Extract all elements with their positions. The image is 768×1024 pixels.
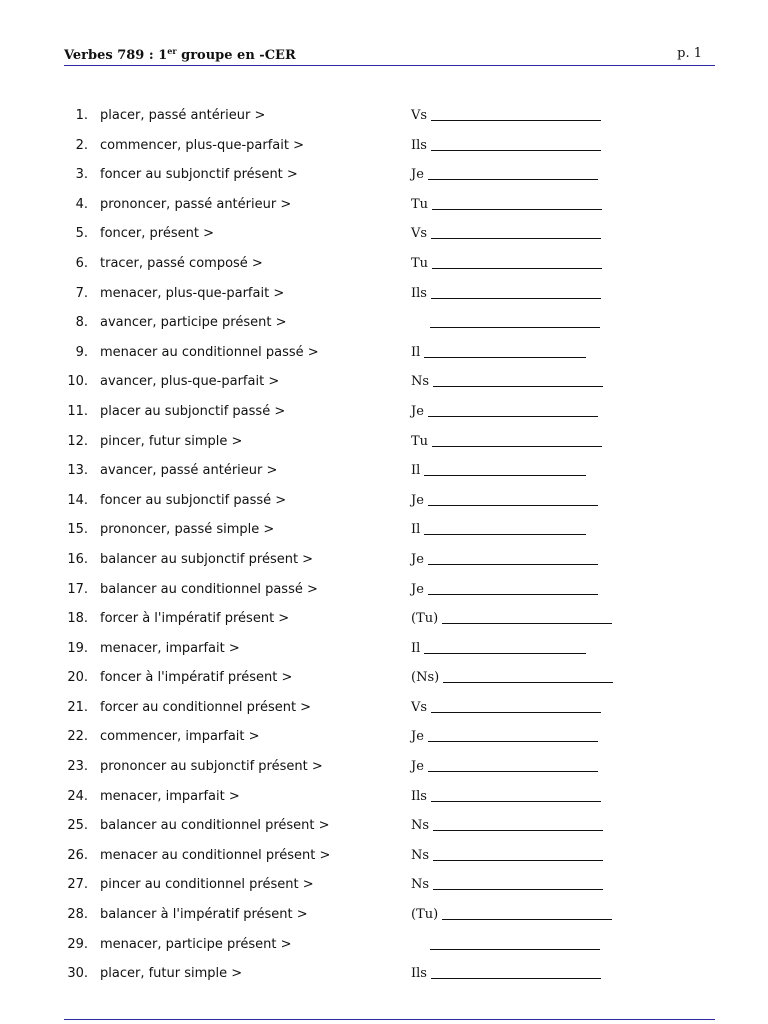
answer-area (411, 641, 586, 656)
exercise-row (0, 700, 768, 730)
answer-blank-line[interactable] (428, 582, 598, 595)
exercise-row (0, 108, 768, 138)
answer-blank-line[interactable] (433, 374, 603, 387)
answer-area (411, 256, 602, 271)
footer-rule (64, 1019, 715, 1020)
exercise-row (0, 286, 768, 316)
exercise-prompt: avancer, participe présent > (100, 315, 287, 331)
answer-area (411, 729, 598, 744)
exercise-prompt: balancer au conditionnel présent > (100, 818, 330, 834)
answer-pronoun: Ils (411, 285, 427, 301)
exercise-number: 25. (67, 818, 88, 834)
exercise-row (0, 729, 768, 759)
answer-pronoun: Je (411, 729, 424, 745)
exercise-number: 12. (67, 433, 88, 449)
exercise-row (0, 404, 768, 434)
answer-blank-line[interactable] (442, 611, 612, 624)
answer-area (411, 463, 586, 478)
exercise-prompt: foncer à l'impératif présent > (100, 670, 293, 686)
exercise-number: 21. (67, 699, 88, 715)
answer-area (411, 434, 602, 449)
exercise-row (0, 907, 768, 937)
answer-area (411, 759, 598, 774)
exercise-number: 10. (67, 374, 88, 390)
answer-pronoun: Je (411, 167, 424, 183)
answer-blank-line[interactable] (431, 138, 601, 151)
exercise-row (0, 641, 768, 671)
exercise-number: 16. (67, 551, 88, 567)
exercise-number: 23. (67, 759, 88, 775)
exercise-row (0, 937, 768, 967)
answer-area (411, 374, 603, 389)
answer-blank-line[interactable] (432, 197, 602, 210)
answer-area (411, 167, 598, 182)
exercise-row (0, 848, 768, 878)
exercise-row (0, 434, 768, 464)
answer-blank-line[interactable] (428, 167, 598, 180)
title-superscript: er (167, 46, 177, 56)
exercise-prompt: commencer, plus-que-parfait > (100, 137, 305, 153)
answer-pronoun: Il (411, 640, 421, 656)
exercise-row (0, 522, 768, 552)
exercise-number: 6. (75, 255, 88, 271)
exercise-number: 2. (75, 137, 88, 153)
exercise-row (0, 374, 768, 404)
answer-area (411, 700, 601, 715)
answer-blank-line[interactable] (430, 315, 600, 328)
exercise-prompt: foncer, présent > (100, 226, 214, 242)
header-rule (64, 65, 715, 66)
exercise-row (0, 138, 768, 168)
answer-blank-line[interactable] (432, 434, 602, 447)
answer-blank-line[interactable] (431, 966, 601, 979)
exercise-prompt: avancer, passé antérieur > (100, 463, 278, 479)
answer-blank-line[interactable] (428, 404, 598, 417)
exercise-number: 22. (67, 729, 88, 745)
answer-blank-line[interactable] (431, 226, 601, 239)
exercise-prompt: prononcer, passé simple > (100, 522, 275, 538)
answer-blank-line[interactable] (433, 877, 603, 890)
answer-pronoun: Vs (411, 108, 428, 123)
answer-area (411, 197, 602, 212)
page-number: p. 1 (677, 46, 702, 61)
exercise-prompt: commencer, imparfait > (100, 729, 260, 745)
answer-pronoun: Ils (411, 788, 427, 804)
exercise-number: 24. (67, 788, 88, 804)
answer-area (411, 345, 586, 360)
exercise-row (0, 493, 768, 523)
exercise-prompt: menacer, imparfait > (100, 640, 240, 656)
answer-blank-line[interactable] (424, 463, 586, 476)
exercise-prompt: balancer à l'impératif présent > (100, 907, 308, 923)
exercise-number: 27. (67, 877, 88, 893)
exercise-row (0, 818, 768, 848)
answer-pronoun: Je (411, 492, 424, 508)
answer-blank-line[interactable] (428, 729, 598, 742)
answer-pronoun: Je (411, 403, 424, 419)
exercise-list (0, 108, 768, 996)
answer-area (411, 789, 601, 804)
exercise-row (0, 197, 768, 227)
exercise-row (0, 463, 768, 493)
answer-pronoun: Ns (411, 374, 430, 390)
answer-blank-line[interactable] (442, 907, 612, 920)
exercise-prompt: placer, passé antérieur > (100, 108, 266, 123)
exercise-prompt: pincer au conditionnel présent > (100, 877, 314, 893)
exercise-row (0, 670, 768, 700)
exercise-prompt: placer, futur simple > (100, 966, 243, 982)
answer-area (411, 966, 601, 981)
answer-pronoun: Ns (411, 818, 430, 834)
exercise-number: 14. (67, 492, 88, 508)
exercise-row (0, 966, 768, 996)
answer-pronoun: Je (411, 581, 424, 597)
exercise-prompt: placer au subjonctif passé > (100, 403, 286, 419)
exercise-number: 9. (75, 344, 88, 360)
answer-area (411, 552, 598, 567)
answer-pronoun: Vs (411, 699, 428, 715)
answer-pronoun: Il (411, 463, 421, 479)
exercise-number: 26. (67, 847, 88, 863)
answer-blank-line[interactable] (433, 848, 603, 861)
answer-pronoun: Tu (411, 196, 429, 212)
answer-area (411, 315, 600, 330)
answer-area (411, 404, 598, 419)
exercise-prompt: menacer, plus-que-parfait > (100, 285, 285, 301)
page-title: Verbes 789 : 1er groupe en -CER (64, 46, 296, 63)
exercise-row (0, 759, 768, 789)
exercise-prompt: foncer au subjonctif passé > (100, 492, 287, 508)
exercise-prompt: balancer au subjonctif présent > (100, 551, 314, 567)
answer-pronoun: Vs (411, 226, 428, 242)
answer-blank-line[interactable] (431, 108, 601, 121)
answer-pronoun: Ils (411, 966, 427, 982)
exercise-number: 17. (67, 581, 88, 597)
answer-area (411, 670, 613, 685)
exercise-number: 30. (67, 966, 88, 982)
answer-pronoun: Il (411, 522, 421, 538)
exercise-row (0, 256, 768, 286)
answer-blank-line[interactable] (431, 286, 601, 299)
exercise-row (0, 315, 768, 345)
answer-area (411, 286, 601, 301)
answer-blank-line[interactable] (431, 789, 601, 802)
exercise-number: 13. (67, 463, 88, 479)
answer-pronoun: (Tu) (411, 907, 439, 923)
answer-area (411, 226, 601, 241)
answer-blank-line[interactable] (431, 700, 601, 713)
answer-pronoun: Je (411, 759, 424, 775)
answer-area (411, 522, 586, 537)
answer-pronoun: Je (411, 551, 424, 567)
exercise-prompt: menacer au conditionnel passé > (100, 344, 319, 360)
exercise-number: 8. (75, 315, 88, 331)
exercise-number: 15. (67, 522, 88, 538)
exercise-row (0, 167, 768, 197)
answer-pronoun: (Ns) (411, 670, 440, 686)
answer-pronoun: Ils (411, 137, 427, 153)
exercise-prompt: avancer, plus-que-parfait > (100, 374, 280, 390)
exercise-number: 1. (75, 108, 88, 123)
answer-blank-line[interactable] (443, 670, 613, 683)
answer-pronoun: Ns (411, 877, 430, 893)
exercise-prompt: menacer, imparfait > (100, 788, 240, 804)
answer-pronoun: Il (411, 344, 421, 360)
answer-pronoun: Tu (411, 433, 429, 449)
exercise-prompt: forcer à l'impératif présent > (100, 611, 290, 627)
exercise-prompt: prononcer, passé antérieur > (100, 196, 292, 212)
exercise-row (0, 789, 768, 819)
exercise-prompt: prononcer au subjonctif présent > (100, 759, 323, 775)
exercise-prompt: pincer, futur simple > (100, 433, 243, 449)
exercise-number: 7. (75, 285, 88, 301)
answer-area (411, 108, 601, 123)
exercise-prompt: balancer au conditionnel passé > (100, 581, 318, 597)
exercise-number: 29. (67, 936, 88, 952)
answer-blank-line[interactable] (428, 493, 598, 506)
answer-area (411, 937, 600, 952)
exercise-number: 3. (75, 167, 88, 183)
exercise-number: 5. (75, 226, 88, 242)
exercise-row (0, 345, 768, 375)
exercise-prompt: forcer au conditionnel présent > (100, 699, 312, 715)
exercise-prompt: menacer au conditionnel présent > (100, 847, 331, 863)
exercise-number: 11. (67, 403, 88, 419)
answer-area (411, 611, 612, 626)
exercise-number: 20. (67, 670, 88, 686)
answer-pronoun: (Tu) (411, 611, 439, 627)
exercise-row (0, 552, 768, 582)
exercise-row (0, 611, 768, 641)
answer-area (411, 138, 601, 153)
page-header (64, 46, 714, 64)
exercise-row (0, 582, 768, 612)
answer-area (411, 582, 598, 597)
exercise-prompt: foncer au subjonctif présent > (100, 167, 298, 183)
answer-blank-line[interactable] (424, 641, 586, 654)
answer-blank-line[interactable] (433, 818, 603, 831)
answer-blank-line[interactable] (432, 256, 602, 269)
exercise-prompt: tracer, passé composé > (100, 255, 263, 271)
answer-blank-line[interactable] (430, 937, 600, 950)
answer-pronoun: Ns (411, 847, 430, 863)
answer-pronoun: Tu (411, 255, 429, 271)
answer-area (411, 493, 598, 508)
answer-blank-line[interactable] (428, 552, 598, 565)
answer-area (411, 848, 603, 863)
answer-blank-line[interactable] (424, 522, 586, 535)
exercise-prompt: menacer, participe présent > (100, 936, 292, 952)
exercise-number: 4. (75, 196, 88, 212)
answer-blank-line[interactable] (424, 345, 586, 358)
exercise-number: 19. (67, 640, 88, 656)
answer-area (411, 818, 603, 833)
exercise-row (0, 226, 768, 256)
answer-area (411, 907, 612, 922)
answer-area (411, 877, 603, 892)
exercise-number: 18. (67, 611, 88, 627)
exercise-row (0, 877, 768, 907)
exercise-number: 28. (67, 907, 88, 923)
answer-blank-line[interactable] (428, 759, 598, 772)
